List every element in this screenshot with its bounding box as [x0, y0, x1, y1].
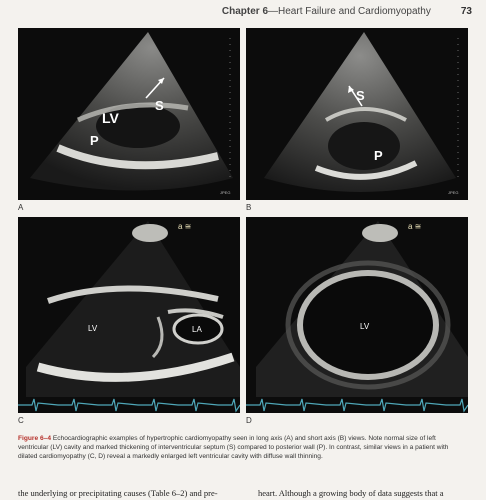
page-header	[0, 6, 472, 22]
panel-letter-b: B	[246, 203, 252, 212]
echo-panel-d	[246, 217, 468, 413]
label-lv-c: LV	[88, 324, 98, 333]
echo-image-a	[18, 28, 240, 200]
label-la-c: LA	[192, 325, 202, 334]
ecg-trace-c	[18, 399, 240, 411]
body-text-left: the underlying or precipitating causes (Table 6–2) and pre-	[18, 488, 218, 498]
echo-panel-a	[18, 28, 240, 200]
page-number: 73	[460, 6, 472, 17]
panel-letter-d: D	[246, 416, 252, 425]
echo-image-d	[246, 217, 468, 413]
label-lv-a: LV	[102, 110, 119, 126]
label-lv-d: LV	[360, 322, 370, 331]
chapter-label: Chapter 6	[221, 6, 269, 17]
corner-tag-c: a ≅	[178, 222, 192, 231]
corner-tag-d: a ≅	[408, 222, 422, 231]
panel-letter-a: A	[18, 203, 24, 212]
corner-tag-a: JPEG	[220, 190, 231, 195]
figure-caption	[18, 434, 468, 461]
echo-panel-c	[18, 217, 240, 413]
label-p-b: P	[374, 148, 383, 163]
label-s-a: S	[155, 98, 164, 113]
chapter-title: —Heart Failure and Cardiomyopathy	[268, 6, 431, 17]
label-p-a: P	[90, 133, 99, 148]
panel-letter-c: C	[18, 416, 24, 425]
echo-image-c	[18, 217, 240, 413]
echo-image-b	[246, 28, 468, 200]
body-text-right: heart. Although a growing body of data suggests that a	[258, 488, 444, 498]
figure-number: Figure 6–4	[18, 435, 51, 442]
corner-tag-b: JPEG	[448, 190, 459, 195]
ecg-trace-d	[246, 399, 468, 411]
caption-text: Echocardiographic examples of hypertrophic cardiomyopathy seen in long axis (A) and short axis (B) views. Note normal size of left ventricular (LV) cavity and marked thickening of interventricular septum (S) compared to posterior wall (P). In contrast, similar views in a patient with dilated cardiomyopathy (C, D) reveal a markedly enlarged left ventricular cavity with diffuse wall thinning.	[18, 435, 449, 460]
echo-panel-b	[246, 28, 468, 200]
label-s-b: S	[356, 88, 365, 103]
